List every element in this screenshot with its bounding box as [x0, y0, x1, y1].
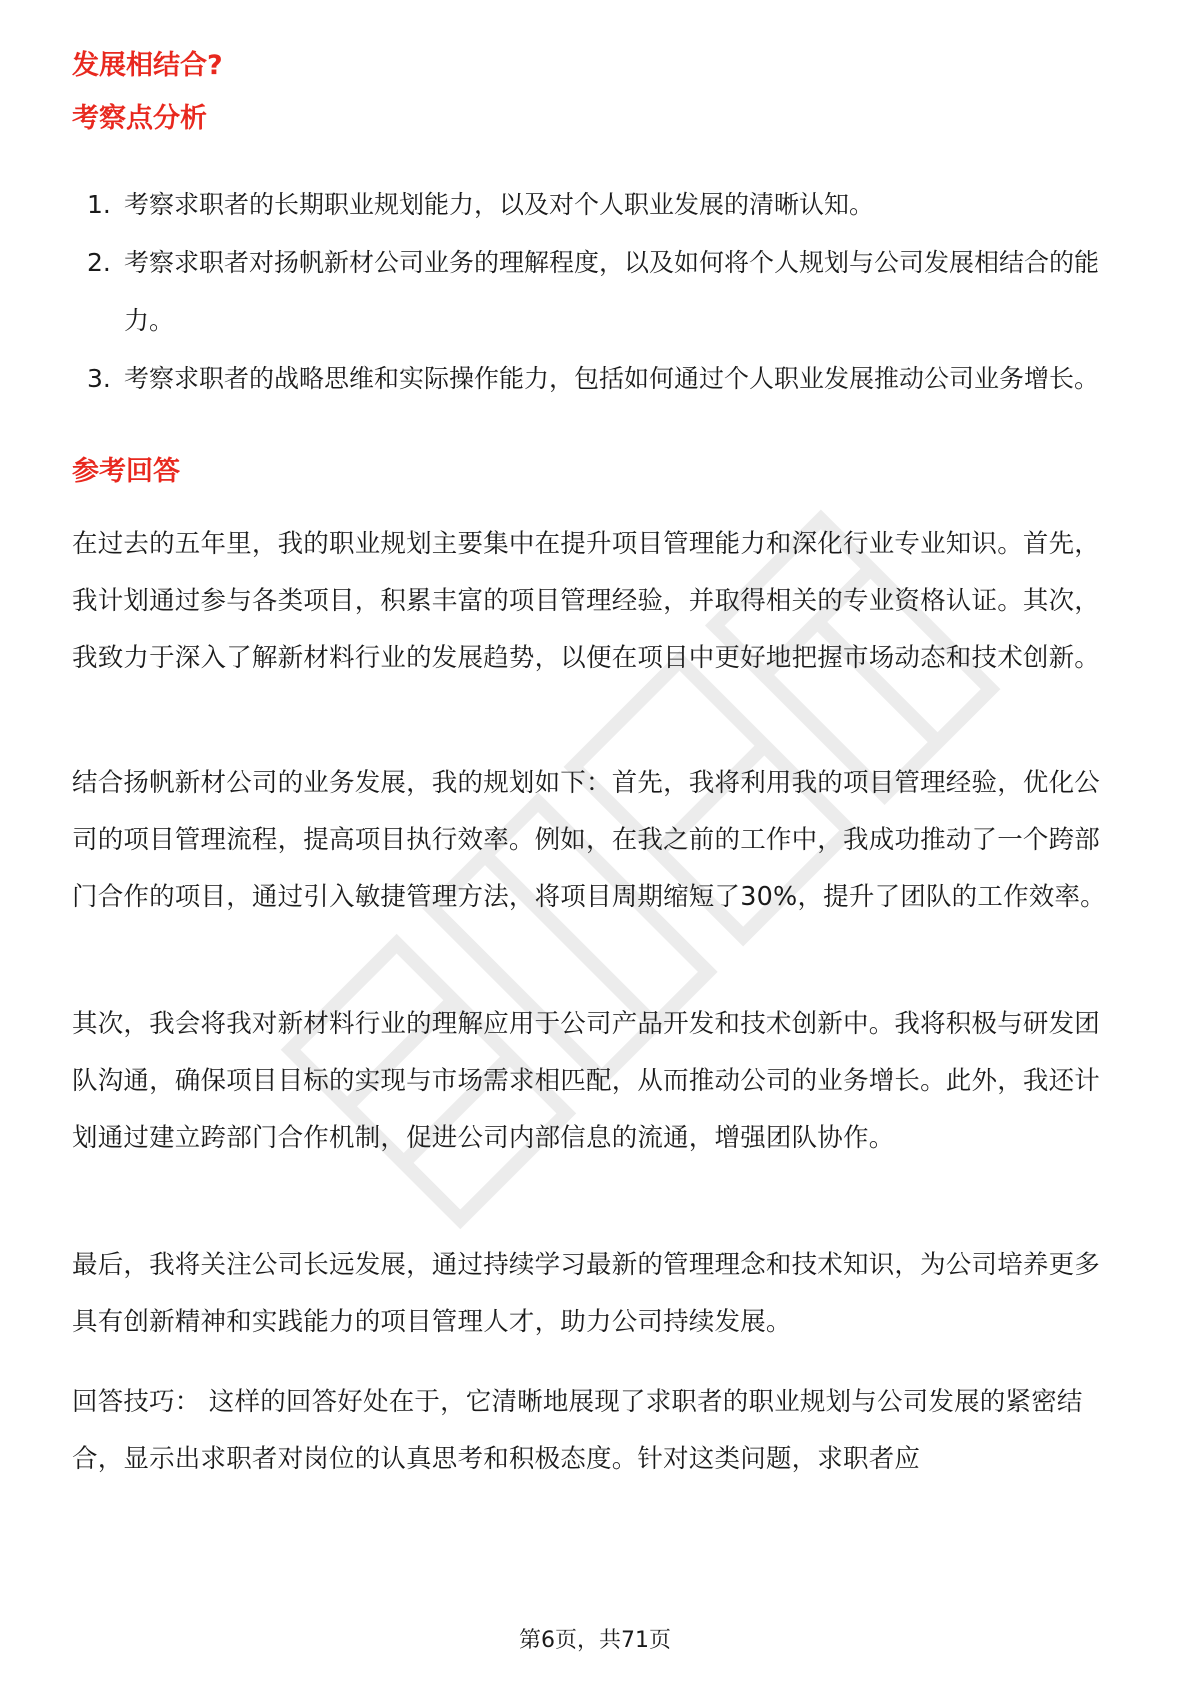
list-item: [72, 350, 1112, 408]
list-item: [72, 234, 1112, 350]
analysis-list: [72, 176, 1112, 408]
answer-tips-paragraph: 回答技巧： 这样的回答好处在于，它清晰地展现了求职者的职业规划与公司发展的紧密结合，显示出求职者对岗位的认真思考和积极态度。针对这类问题，求职者应: [72, 1387, 1083, 1474]
list-item: [72, 176, 1112, 234]
analysis-heading: 考察点分析: [72, 103, 207, 134]
list-item-number: 1.: [87, 190, 111, 219]
answer-paragraph-2: 结合扬帆新材公司的业务发展，我的规划如下：首先，我将利用我的项目管理经验，优化公司的项目管理流程，提高项目执行效率。例如，在我之前的工作中，我成功推动了一个跨部门合作的项目，通过引入敏捷管理方法，将项目周期缩短了30%，提升了团队的工作效率。: [72, 768, 1106, 912]
page-number: 第6页，共71页: [519, 1628, 671, 1653]
answer-paragraph-1: 在过去的五年里，我的职业规划主要集中在提升项目管理能力和深化行业专业知识。首先，我计划通过参与各类项目，积累丰富的项目管理经验，并取得相关的专业资格认证。其次，我致力于深入了解新材料行业的发展趋势，以便在项目中更好地把握市场动态和技术创新。: [72, 529, 1101, 673]
list-item-text: 考察求职者对扬帆新材公司业务的理解程度，以及如何将个人规划与公司发展相结合的能力。: [124, 248, 1100, 335]
list-item-number: 2.: [87, 248, 111, 277]
question-tail-heading: 发展相结合?: [72, 50, 223, 81]
list-item-text: 考察求职者的战略思维和实际操作能力，包括如何通过个人职业发展推动公司业务增长。: [124, 364, 1100, 393]
reference-heading: 参考回答: [72, 456, 180, 487]
list-item-text: 考察求职者的长期职业规划能力，以及对个人职业发展的清晰认知。: [124, 190, 875, 219]
list-item-number: 3.: [87, 364, 111, 393]
answer-paragraph-3: 其次，我会将我对新材料行业的理解应用于公司产品开发和技术创新中。我将积极与研发团队沟通，确保项目目标的实现与市场需求相匹配，从而推动公司的业务增长。此外，我还计划通过建立跨部门合作机制，促进公司内部信息的流通，增强团队协作。: [72, 1009, 1101, 1153]
answer-paragraph-4: 最后，我将关注公司长远发展，通过持续学习最新的管理理念和技术知识，为公司培养更多具有创新精神和实践能力的项目管理人才，助力公司持续发展。: [72, 1250, 1101, 1337]
